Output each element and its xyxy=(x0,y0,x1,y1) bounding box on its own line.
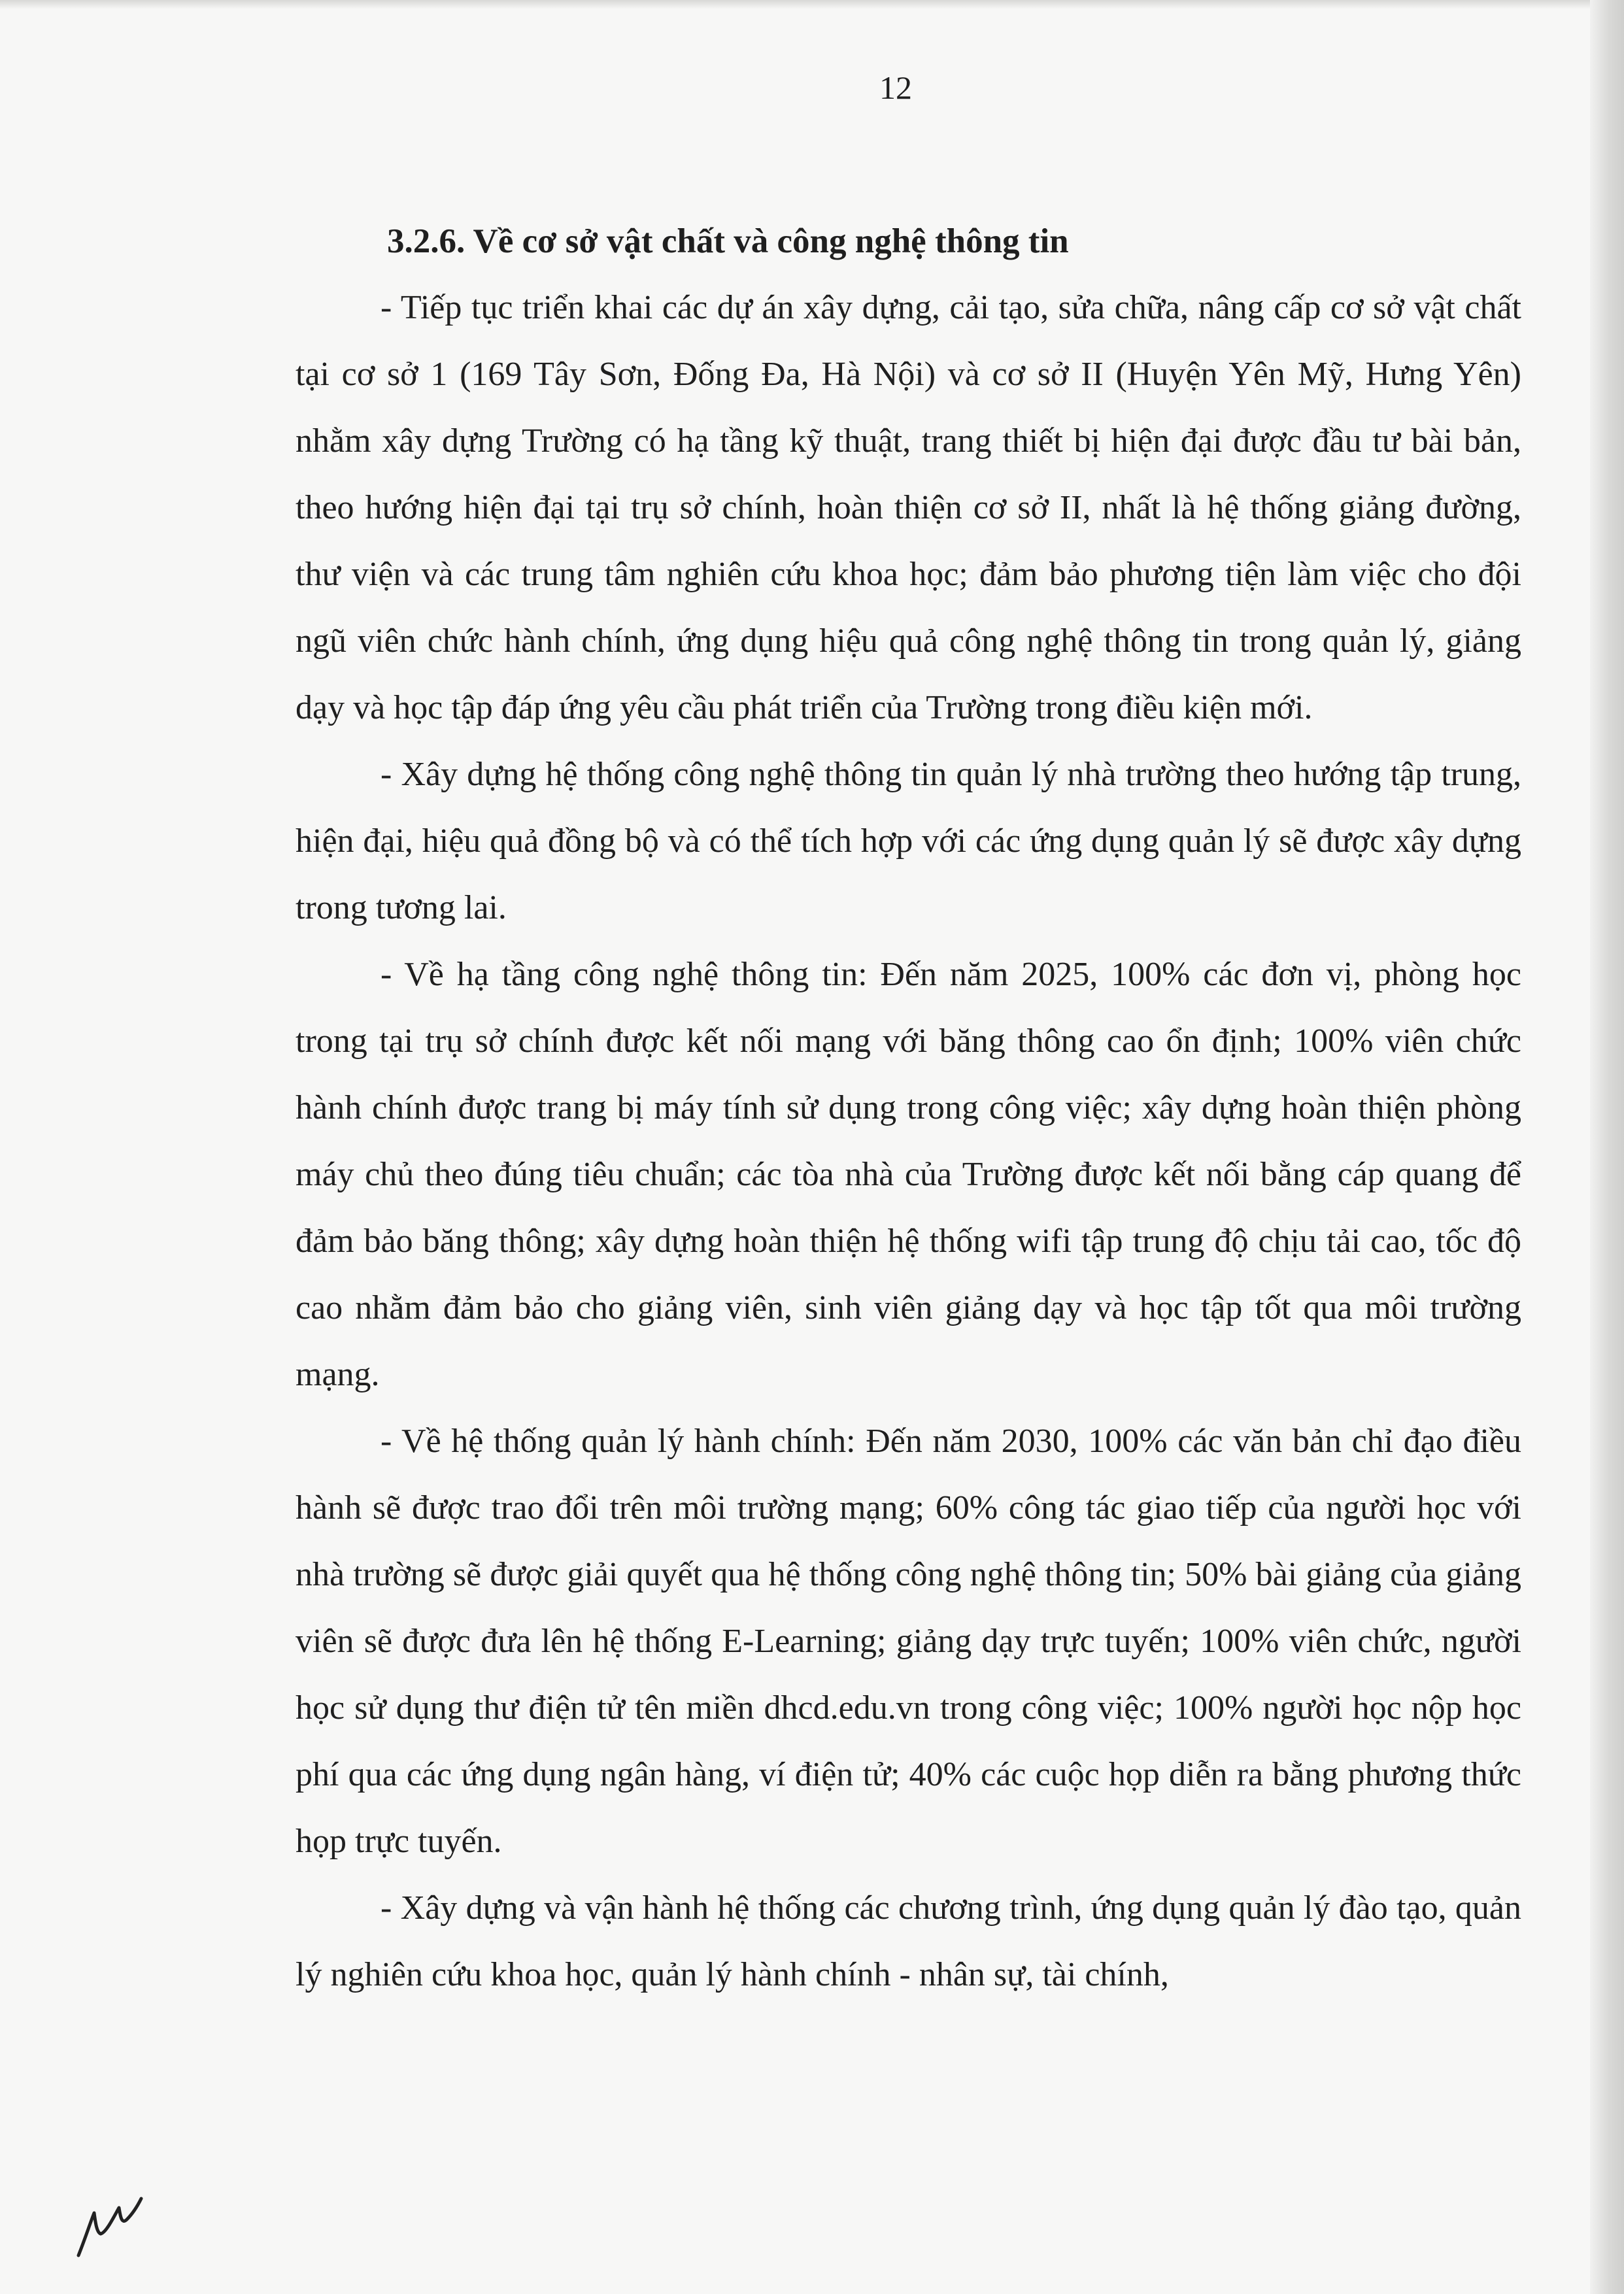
paragraph-it-system: - Xây dựng hệ thống công nghệ thông tin quản lý nhà trường theo hướng tập trung, hiện đại, hiệu quả đồng bộ và có thể tích hợp với các ứng dụng quản lý sẽ được xây dựng trong tương lai. xyxy=(296,756,1521,926)
scan-edge-top xyxy=(0,0,1624,9)
paragraph-it-infrastructure: - Về hạ tầng công nghệ thông tin: Đến năm 2025, 100% các đơn vị, phòng học trong tại trụ sở chính được kết nối mạng với băng thông cao ổn định; 100% viên chức hành chính được trang bị máy tính sử dụng trong công việc; xây dựng hoàn thiện phòng máy chủ theo đúng tiêu chuẩn; các tòa nhà của Trường được kết nối bằng cáp quang để đảm bảo băng thông; xây dựng hoàn thiện hệ thống wifi tập trung độ chịu tải cao, tốc độ cao nhằm đảm bảo cho giảng viên, sinh viên giảng dạy và học tập tốt qua môi trường mạng. xyxy=(296,956,1521,1393)
page-number: 12 xyxy=(879,69,912,106)
paragraph-admin-management: - Về hệ thống quản lý hành chính: Đến năm 2030, 100% các văn bản chỉ đạo điều hành sẽ được trao đổi trên môi trường mạng; 60% công tác giao tiếp của người học với nhà trường sẽ được giải quyết qua hệ thống công nghệ thông tin; 50% bài giảng của giảng viên sẽ được đưa lên hệ thống E-Learning; giảng dạy trực tuyến; 100% viên chức, người học sử dụng thư điện tử tên miền dhcd.edu.vn trong công việc; 100% người học nộp học phí qua các ứng dụng ngân hàng, ví điện tử; 40% các cuộc họp diễn ra bằng phương thức họp trực tuyến. xyxy=(296,1423,1521,1860)
paragraph-applications: - Xây dựng và vận hành hệ thống các chương trình, ứng dụng quản lý đào tạo, quản lý nghiên cứu khoa học, quản lý hành chính - nhân sự, tài chính, xyxy=(296,1889,1521,1993)
section-heading: 3.2.6. Về cơ sở vật chất và công nghệ thông tin xyxy=(387,222,1069,260)
document-body xyxy=(296,208,1521,2008)
paragraph-facilities: - Tiếp tục triển khai các dự án xây dựng, cải tạo, sửa chữa, nâng cấp cơ sở vật chất tại cơ sở 1 (169 Tây Sơn, Đống Đa, Hà Nội) và cơ sở II (Huyện Yên Mỹ, Hưng Yên) nhằm xây dựng Trường có hạ tầng kỹ thuật, trang thiết bị hiện đại được đầu tư bài bản, theo hướng hiện đại tại trụ sở chính, hoàn thiện cơ sở II, nhất là hệ thống giảng đường, thư viện và các trung tâm nghiên cứu khoa học; đảm bảo phương tiện làm việc cho đội ngũ viên chức hành chính, ứng dụng hiệu quả công nghệ thông tin trong quản lý, giảng dạy và học tập đáp ứng yêu cầu phát triển của Trường trong điều kiện mới. xyxy=(296,289,1521,726)
handwritten-initials-icon xyxy=(72,2193,144,2259)
scan-edge-right xyxy=(1590,0,1624,2294)
